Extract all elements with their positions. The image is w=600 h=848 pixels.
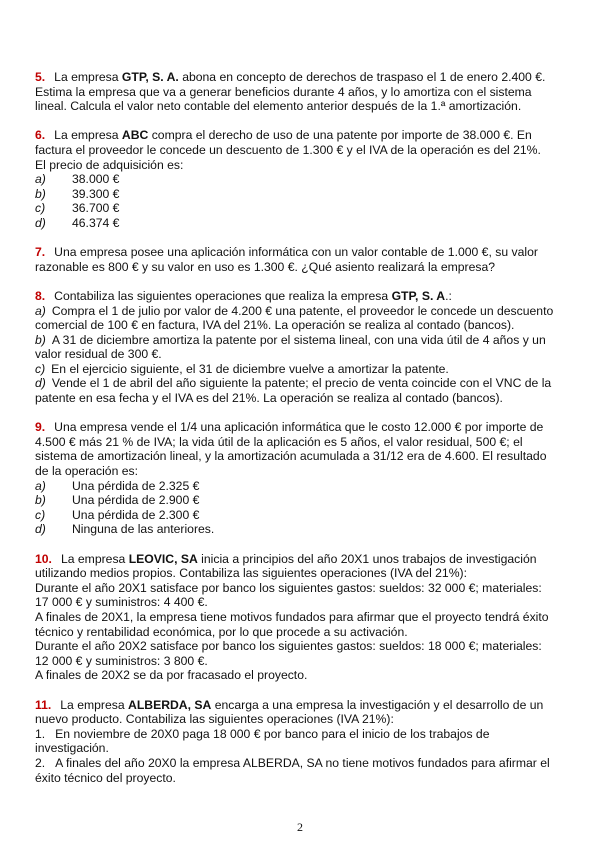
exercise-9 <box>35 420 555 537</box>
operation-item: c) En el ejercicio siguiente, el 31 de diciembre vuelve a amortizar la patente. <box>35 361 449 376</box>
exercise-number: 10. <box>35 551 52 566</box>
answer-option: b) 39.300 € <box>35 186 120 201</box>
operation-item: b) A 31 de diciembre amortiza la patente por el sistema lineal, con una vida útil de 4 años y un valor residual de 300 €. <box>35 332 546 362</box>
answer-option: b) Una pérdida de 2.900 € <box>35 493 200 508</box>
company-name: LEOVIC, SA <box>128 551 198 566</box>
company-name: GTP, S. A <box>391 288 446 303</box>
exercise-number: 6. <box>35 128 46 143</box>
answer-option: d) 46.374 € <box>35 215 120 230</box>
answer-option: c) Una pérdida de 2.300 € <box>35 507 200 522</box>
exercise-number: 5. <box>35 70 46 84</box>
exercise-10 <box>35 552 555 683</box>
exercise-6-statement: 6. La empresa ABC compra el derecho de uso de una patente por importe de 38.000 €. En factura el proveedor le concede un descuento de 1.300 € y el IVA de la operación es del 21%. El precio de adquisición es: <box>35 128 541 172</box>
exercise-7-statement: 7. Una empresa posee una aplicación informática con un valor contable de 1.000 €, su valor razonable es 800 € y su valor en uso es 1.300 €. ¿Qué asiento realizará la empresa? <box>35 245 538 274</box>
company-name: ABC <box>121 128 149 143</box>
answer-option: c) 36.700 € <box>35 201 120 216</box>
exercise-10-statement: 10. La empresa LEOVIC, SA inicia a principios del año 20X1 unos trabajos de investigación utilizando medios propios. Contabiliza las siguientes operaciones (IVA del 21%): <box>35 551 537 581</box>
exercise-page <box>35 70 555 800</box>
exercise-8-statement: 8. Contabiliza las siguientes operaciones que realiza la empresa GTP, S. A.: <box>35 288 452 303</box>
company-name: ALBERDA, SA <box>128 697 212 712</box>
answer-option: a) 38.000 € <box>35 172 120 187</box>
exercise-number: 8. <box>35 288 46 303</box>
exercise-8 <box>35 289 555 406</box>
exercise-9-statement: 9. Una empresa vende el 1/4 una aplicación informática que le costo 12.000 € por importe de 4.500 € más 21 % de IVA; la vida útil de la aplicación es 5 años, el valor residual, 500 €; el sistema de amortización lineal, y la amortización acumulada a 31/12 era de 4.600. El resultado de la operación es: <box>35 420 547 479</box>
operation-item: 2. A finales del año 20X0 la empresa ALBERDA, SA no tiene motivos fundados para afirmar el éxito técnico del proyecto. <box>35 755 550 785</box>
operation-line: Durante el año 20X1 satisface por banco los siguientes gastos: sueldos: 32 000 €; materiales: 17 000 € y suministros: 4 400 €. <box>35 580 542 610</box>
exercise-number: 11. <box>35 697 52 712</box>
operation-item: d) Vende el 1 de abril del año siguiente la patente; el precio de venta coincide con el VNC de la patente en esa fecha y el IVA es del 21%. La operación se realiza al contado (bancos). <box>35 376 552 406</box>
exercise-5-statement: 5. La empresa GTP, S. A. abonа en concepto de derechos de traspaso el 1 de enero 2.400 €. Estima la empresa que va a generar beneficios durante 4 años, y lo amortiza con el sistema lineal. Calcula el valor neto contable del elemento anterior después de la 1.ª amortización. <box>35 70 546 114</box>
operation-line: Durante el año 20X2 satisface por banco los siguientes gastos: sueldos: 18 000 €; materiales: 12 000 € y suministros: 3 800 €. <box>35 639 542 668</box>
operation-line: A finales de 20X2 se da por fracasado el proyecto. <box>35 668 308 683</box>
exercise-11 <box>35 698 555 786</box>
exercise-6 <box>35 128 555 230</box>
company-name: GTP, S. A. <box>121 70 179 84</box>
page-number: 2 <box>297 820 303 834</box>
exercise-number: 9. <box>35 420 46 435</box>
exercise-7 <box>35 245 555 274</box>
exercise-number: 7. <box>35 245 46 260</box>
exercise-5 <box>35 70 555 114</box>
answer-option: d) Ninguna de las anteriores. <box>35 522 215 537</box>
operation-line: A finales de 20X1, la empresa tiene motivos fundados para afirmar que el proyecto tendrá éxito técnico y rentabilidad económica, por lo que procede a su activación. <box>35 609 549 639</box>
operation-item: a) Compra el 1 de julio por valor de 4.200 € una patente, el proveedor le concede un descuento comercial de 100 € en factura, IVA del 21%. La operación se realiza al contado (bancos). <box>35 303 554 333</box>
exercise-11-statement: 11. La empresa ALBERDA, SA encarga a una empresa la investigación y el desarrollo de un nuevo producto. Contabiliza las siguientes operaciones (IVA 21%): <box>35 697 544 727</box>
answer-option: a) Una pérdida de 2.325 € <box>35 478 200 493</box>
operation-item: 1. En noviembre de 20X0 paga 18 000 € por banco para el inicio de los trabajos de investigación. <box>35 726 490 756</box>
